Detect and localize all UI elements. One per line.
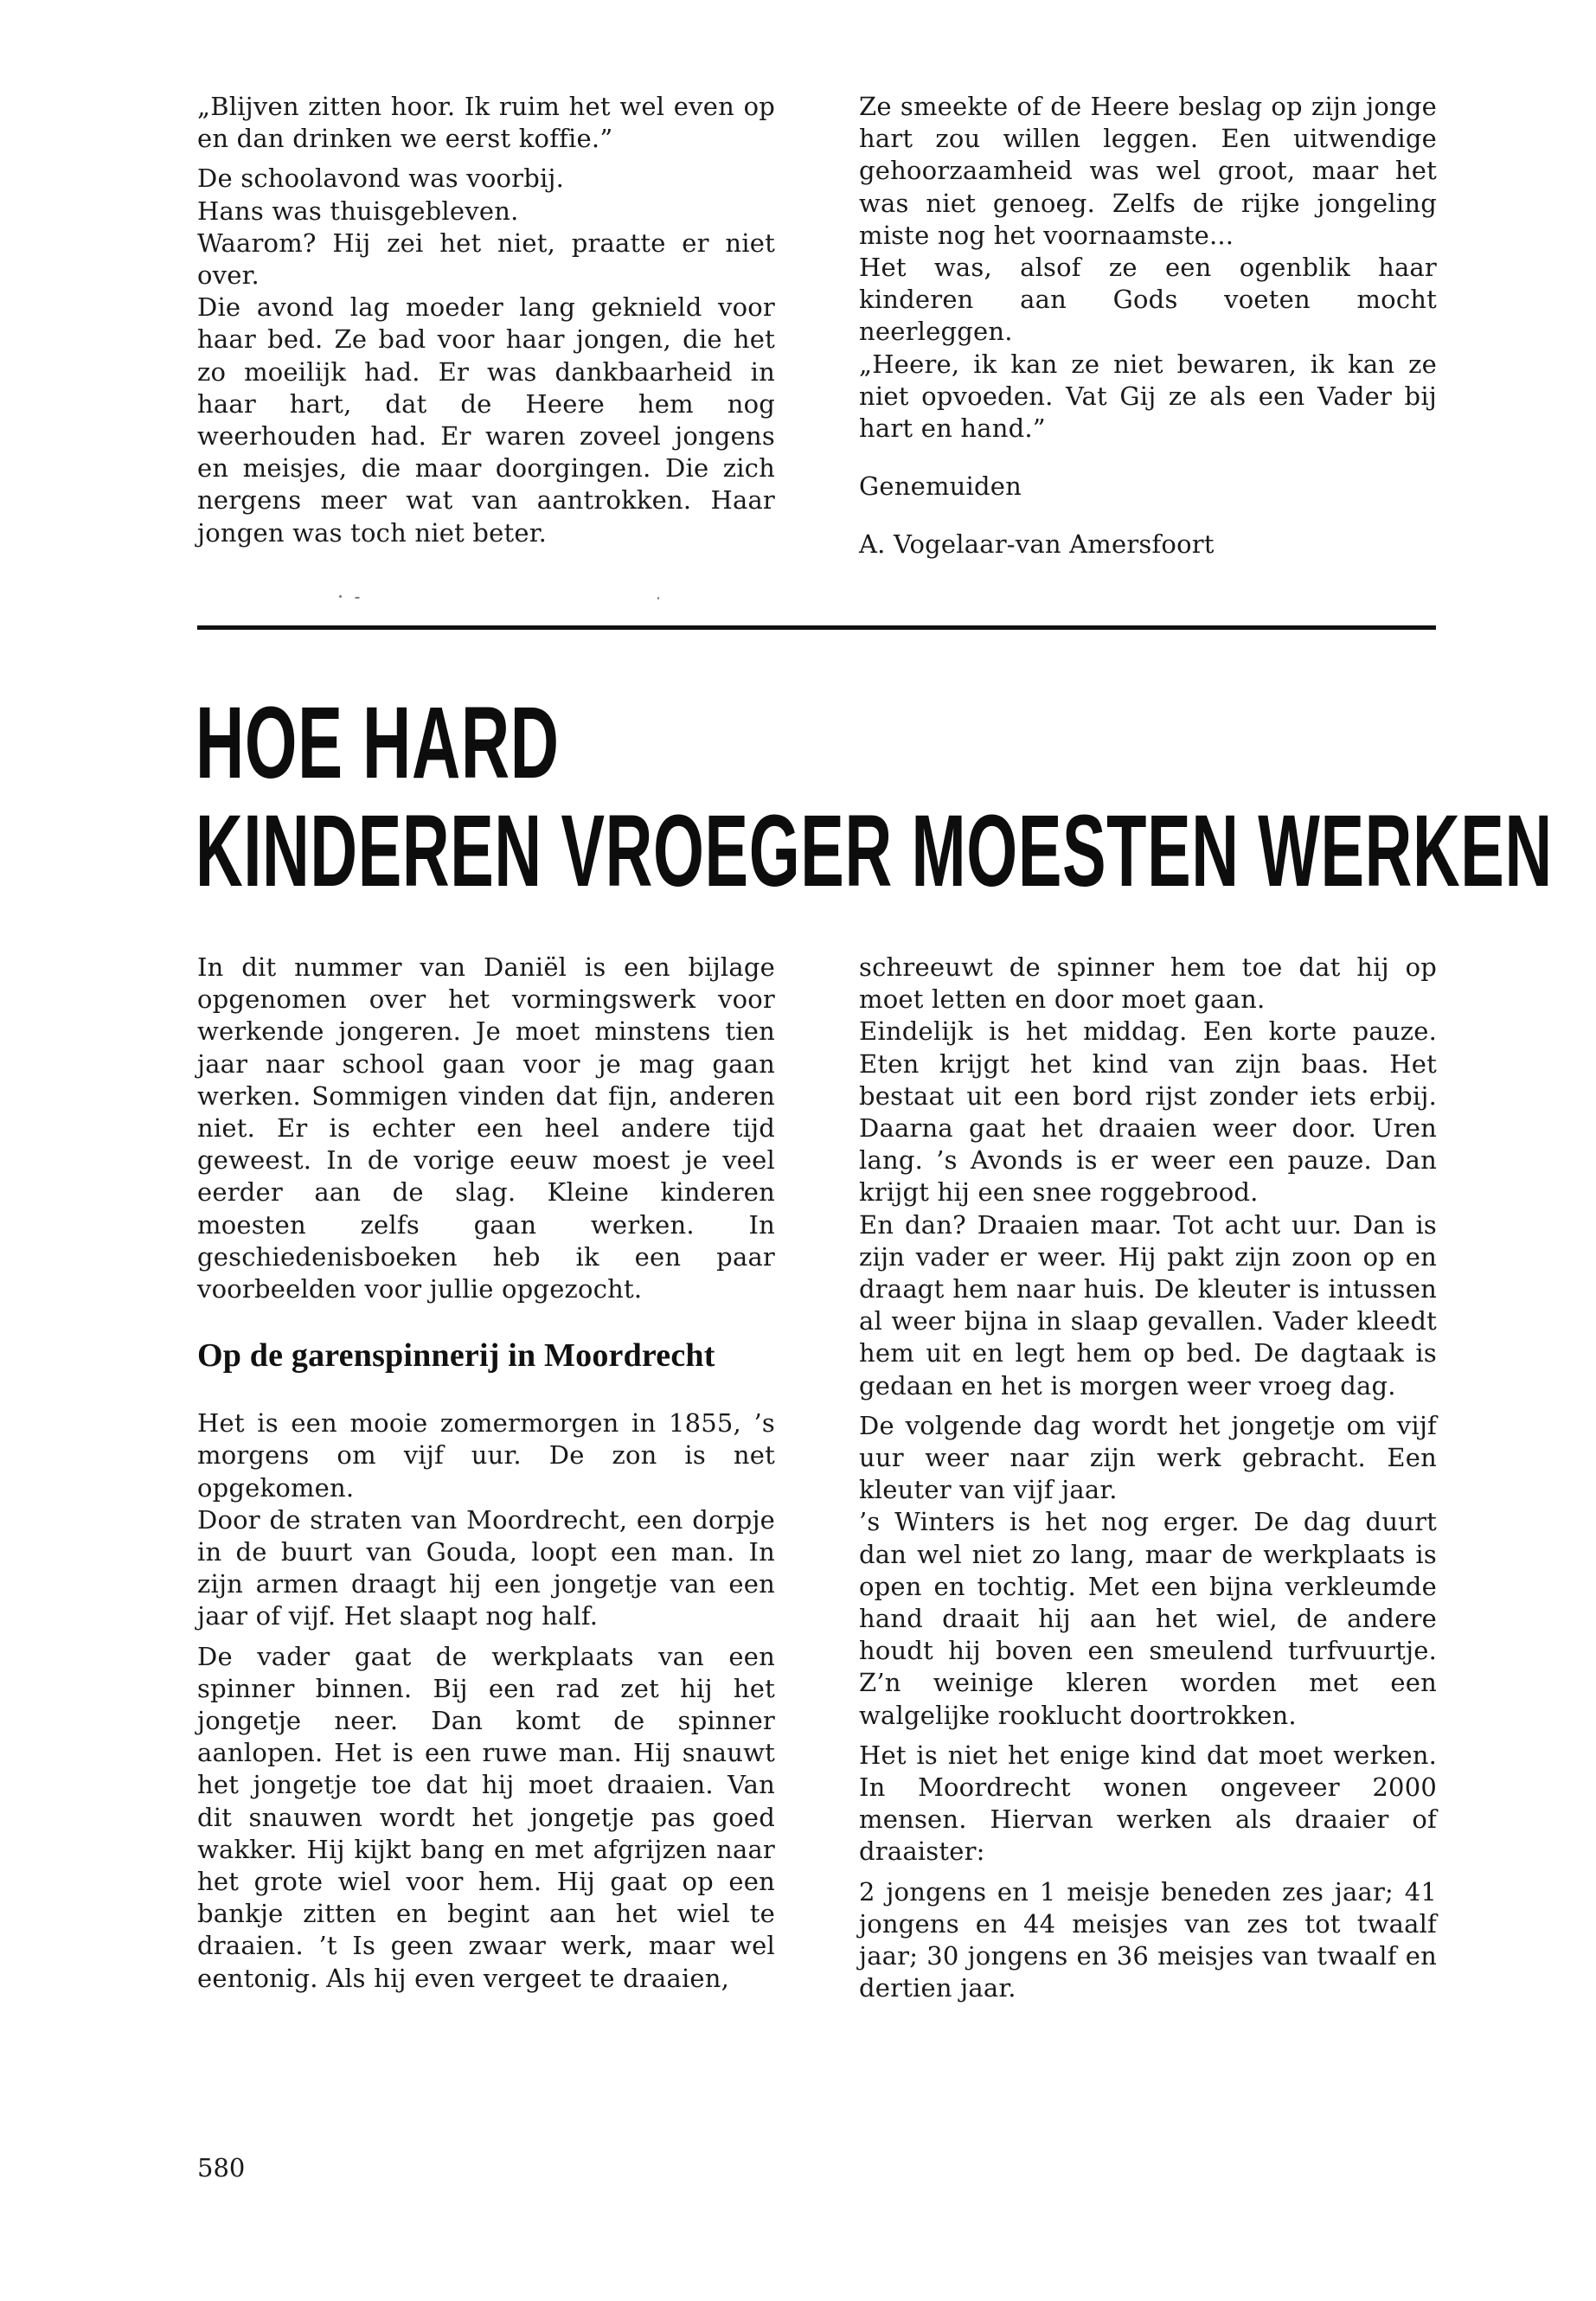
article-intro: In dit nummer van Daniël is een bijlage opgenomen over het vormingswerk voor werkende jongeren. Je moet minstens tien jaar naar school gaan voor je mag gaan werken. Sommigen vinden dat fijn, anderen niet. Er is echter een heel andere tijd geweest. In de vorige eeuw moest je veel eerder aan de slag. Kleine kinderen moesten zelfs gaan werken. In geschiedenisboeken heb ik een paar voorbeelden voor jullie opgezocht.: [197, 952, 775, 1304]
paragraph: ’s Winters is het nog erger. De dag duurt dan wel niet zo lang, maar de werkplaats is open en tochtig. Met een bijna verkleumde hand draait hij aan het wiel, de andere houdt hij boven een smeulend turfvuurtje. Z’n weinige kleren worden met een walgelijke rooklucht doortrokken.: [859, 1507, 1437, 1730]
print-speck: [355, 597, 360, 599]
paragraph: En dan? Draaien maar. Tot acht uur. Dan is zijn vader er weer. Hij pakt zijn zoon op en draagt hem naar huis. De kleuter is intussen al weer bijna in slaap gevallen. Vader kleedt hem uit en legt hem op bed. De dagtaak is gedaan en het is morgen weer vroeg dag.: [859, 1209, 1437, 1400]
paragraph: Die avond lag moeder lang geknield voor haar bed. Ze bad voor haar jongen, die het zo moeilijk had. Er was dankbaarheid in haar hart, dat de Heere hem nog weerhouden had. Er waren zoveel jongens en meisjes, die maar doorgingen. Die zich nergens meer wat van aantrokken. Haar jongen was toch niet beter.: [197, 292, 775, 548]
paragraph: Hans was thuisgebleven.: [197, 195, 519, 226]
print-speck: [657, 597, 659, 599]
page-number: 580: [197, 2153, 246, 2182]
section-divider-rule: [197, 625, 1436, 630]
statistics-paragraph: 2 jongens en 1 meisje beneden zes jaar; 41 jongens en 44 meisjes van zes tot twaalf jaar; 30 jongens en 36 meisjes van twaalf en dertien jaar.: [859, 1876, 1437, 2003]
article-headline-line-1: HOE HARD: [195, 686, 560, 800]
paragraph: Ze smeekte of de Heere beslag op zijn jonge hart zou willen leggen. Een uitwendige gehoorzaamheid was wel groot, maar het was niet genoeg. Zelfs de rijke jongeling miste nog het voornaamste...: [859, 92, 1437, 250]
article-headline-line-2: KINDEREN VROEGER MOESTEN WERKEN: [195, 794, 1553, 908]
previous-story-left-column: [197, 91, 775, 549]
paragraph: schreeuwt de spinner hem toe dat hij op moet letten en door moet gaan.: [859, 952, 1437, 1015]
signature-author: A. Vogelaar-van Amersfoort: [859, 529, 1215, 560]
paragraph: „Heere, ik kan ze niet bewaren, ik kan ze niet opvoeden. Vat Gij ze als een Vader bij hart en hand.”: [859, 349, 1437, 444]
print-speck: [339, 595, 342, 598]
paragraph: „Blijven zitten hoor. Ik ruim het wel even op en dan drinken we eerst koffie.”: [197, 92, 775, 154]
paragraph: De schoolavond was voorbij.: [197, 163, 565, 194]
paragraph: Door de straten van Moordrecht, een dorpje in de buurt van Gouda, loopt een man. In zijn armen draagt hij een jongetje van een jaar of vijf. Het slaapt nog half.: [197, 1504, 775, 1631]
previous-story-right-column: [859, 91, 1437, 561]
article-right-column: [859, 952, 1437, 2005]
signature-place: Genemuiden: [859, 471, 1022, 502]
paragraph: De vader gaat de werkplaats van een spinner binnen. Bij een rad zet hij het jongetje neer. Dan komt de spinner aanlopen. Het is een ruwe man. Hij snauwt het jongetje toe dat hij moet draaien. Van dit snauwen wordt het jongetje pas goed wakker. Hij kijkt bang en met afgrijzen naar het grote wiel voor hem. Hij gaat op een bankje zitten en begint aan het wiel te draaien. ’t Is geen zwaar werk, maar wel eentonig. Als hij even vergeet te draaien,: [197, 1641, 775, 1993]
paragraph: Het is niet het enige kind dat moet werken. In Moordrecht wonen ongeveer 2000 mensen. Hiervan werken als draaier of draaister:: [859, 1740, 1437, 1867]
paragraph: De volgende dag wordt het jongetje om vijf uur weer naar zijn werk gebracht. Een kleuter van vijf jaar.: [859, 1410, 1437, 1505]
paragraph: Waarom? Hij zei het niet, praatte er niet over.: [197, 228, 775, 291]
paragraph: Eindelijk is het middag. Een korte pauze. Eten krijgt het kind van zijn baas. Het bestaat uit een bord rijst zonder iets erbij. Daarna gaat het draaien weer door. Uren lang. ’s Avonds is er weer een pauze. Dan krijgt hij een snee roggebrood.: [859, 1016, 1437, 1208]
paragraph: Het was, alsof ze een ogenblik haar kinderen aan Gods voeten mocht neerleggen.: [859, 253, 1437, 347]
article-left-column: [197, 952, 775, 1995]
paragraph: Het is een mooie zomermorgen in 1855, ’s morgens om vijf uur. De zon is net opgekomen.: [197, 1408, 775, 1503]
article-subheading: Op de garenspinnerij in Moordrecht: [197, 1337, 715, 1375]
